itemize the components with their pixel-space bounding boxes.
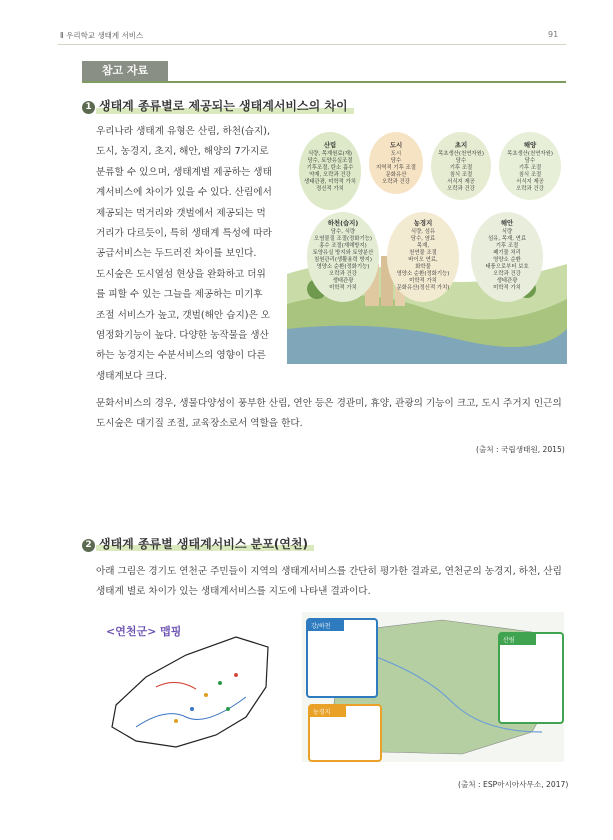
section1-body	[96, 122, 284, 387]
section2-source: (출처 : ESP아시아사무소, 2017)	[458, 780, 569, 789]
body-line: 도시숲은 도시열섬 현상을 완화하고 더위	[96, 268, 266, 280]
bubble-line: 폐기물 처리	[493, 250, 521, 256]
reference-rule	[82, 81, 566, 83]
bubble-title: 농경지	[413, 219, 433, 227]
bubble-title: 해양	[523, 141, 537, 149]
bubble-title: 하천(습지)	[327, 219, 359, 227]
bubble-line: 오락과 건강	[493, 271, 521, 277]
bubble-line: 서식지 제공	[516, 179, 544, 185]
bubble-line: 침원관리(생활용력 방지)	[314, 257, 372, 263]
bubble-line: 토양유실 방지와 토양분산	[312, 250, 374, 256]
body-line: 도시숲은 대기질 조절, 교육장소로서 역할을 한다.	[96, 418, 303, 430]
section1-source: (출처 : 국립생태원, 2015)	[476, 445, 565, 454]
bubble-line: 기후 조절	[495, 243, 519, 249]
hand-map-outline	[96, 617, 284, 757]
body-line: 염정화기능이 높다. 다양한 농작물을 생산	[96, 330, 269, 342]
bubble-line: 영양소 순환(정화기능)	[316, 264, 370, 270]
bubble-line: 오염물질 조절(정화기능)	[314, 236, 372, 242]
bubble-line: 담수	[455, 158, 467, 164]
bubble-line: 미학적 가치	[329, 285, 357, 291]
bubble-line: 목초생산(천연자원)	[507, 151, 553, 157]
bubble-ocean	[499, 132, 561, 200]
bubble-line: 오락과 건강	[382, 179, 410, 185]
farm-panel-label: 농경지	[310, 706, 346, 717]
bubble-line: 지역적 기후 조절	[376, 165, 416, 171]
bubble-line: 기후 조절	[449, 165, 473, 171]
bubble-line: 천연물 조절	[409, 250, 437, 256]
body-line: 계서비스에 차이가 있을 수 있다. 산림에서	[96, 187, 272, 199]
bubble-grassland	[431, 132, 491, 200]
bubble-line: 담수	[524, 158, 536, 164]
bubble-title: 도시	[389, 141, 403, 149]
farm-panel	[308, 704, 382, 762]
bubble-line: 화학물	[415, 264, 431, 270]
bubble-title: 초지	[454, 141, 468, 149]
bubble-line: 바이오 연료,	[408, 257, 438, 263]
map-title: <연천군> 맵핑	[106, 625, 182, 638]
header-rule	[58, 44, 566, 45]
bubble-line: 담수, 토양유실조절	[307, 158, 353, 164]
bubble-line: 생태관광, 미학적 가치	[303, 179, 356, 185]
bubble-line: 침식 조절	[518, 172, 542, 178]
bubble-line: 식량	[501, 229, 513, 235]
bubble-line: 생태관광	[496, 278, 518, 284]
bubble-line: 오락과 건강	[516, 186, 544, 192]
section2-number: 2	[82, 539, 95, 552]
body-line: 도시, 농경지, 초지, 해안, 해양의 7가지로	[96, 146, 269, 158]
bubble-line: 오락과 건강	[447, 186, 475, 192]
bubble-line: 정신적 가치	[316, 186, 344, 192]
bubble-wetland	[307, 212, 379, 302]
section1-number: 1	[82, 101, 95, 114]
yeoncheon-hand-map	[96, 617, 284, 757]
mountain-panel-label: 산림	[500, 634, 536, 645]
bubble-line: 목재,	[416, 243, 430, 249]
bubble-coast	[471, 212, 543, 302]
body-line: 를 피할 수 있는 그늘을 제공하는 미기후	[96, 289, 263, 301]
ecosystem-illustration	[287, 124, 567, 364]
bubble-line: 기후 조절	[518, 165, 542, 171]
section1-title: 생태계 종류별로 제공되는 생태계서비스의 차이	[99, 99, 348, 113]
bubble-line: 목초생산(천연자원)	[438, 151, 484, 157]
bubble-line: 섬유, 목재, 연료	[487, 236, 527, 242]
body-line: 거리가 다르듯이, 특히 생태계 특성에 따라	[96, 228, 272, 240]
mountain-panel	[498, 632, 564, 724]
body-line: 문화서비스의 경우, 생물다양성이 풍부한 산림, 연안 등은 경관미, 휴양, 관광의 기능이 크고, 도시 주거지 인근의	[96, 398, 562, 409]
body-line: 하는 농경지는 수분서비스의 영향이 다른	[96, 350, 266, 362]
reference-label: 참고 자료	[82, 61, 168, 81]
body-line: 제공되는 먹거리와 갯벌에서 제공되는 먹	[96, 207, 266, 219]
bubble-line: 영양소 순환	[493, 257, 521, 263]
bubble-line: 미학적 가치	[493, 285, 521, 291]
bubble-line: 침식 조절	[449, 172, 473, 178]
body-line: 분류할 수 있으며, 생태계별 제공하는 생태	[96, 166, 272, 178]
bubble-title: 산림	[323, 141, 337, 149]
body-line: 아래 그림은 경기도 연천군 주민들이 지역의 생태계서비스를 간단히 평가한 결과로, 연천군의 농경지, 하천, 산림	[96, 566, 562, 577]
page-header	[0, 0, 613, 52]
bubble-line: 약재, 오락과 건강	[309, 172, 351, 178]
bubble-title: 해안	[500, 219, 514, 227]
bubble-line: 오락과 건강	[329, 271, 357, 277]
bubble-line: 담수, 염료	[410, 236, 436, 242]
body-line: 조절 서비스가 높고, 갯벌(해안 습지)은 오	[96, 309, 271, 321]
page-number: 91	[548, 30, 559, 39]
bubble-line: 홍수 조절(재해방지)	[319, 243, 367, 249]
bubble-line: 도시	[390, 151, 402, 157]
body-line: 생태계 별로 차이가 있는 생태계서비스를 지도에 나타낸 결과이다.	[96, 586, 371, 598]
ecosystem-service-map	[302, 612, 564, 762]
section1-wide-body	[96, 394, 566, 435]
bubble-line: 생태관광	[332, 278, 354, 284]
running-title: Ⅱ 우리학교 생태계 서비스	[60, 31, 144, 40]
bubble-line: 미학적 가치	[409, 278, 437, 284]
section2-title: 생태계 종류별 생태계서비스 분포(연천)	[99, 537, 308, 551]
bubble-line: 문화유산(정신적 가치)	[396, 285, 450, 291]
river-panel	[306, 618, 378, 698]
bubble-line: 서식지 제공	[447, 179, 475, 185]
body-line: 우리나라 생태계 유형은 산림, 하천(습지),	[96, 126, 271, 137]
section2-heading	[82, 535, 308, 552]
body-line: 생태계보다 크다.	[96, 370, 167, 382]
bubble-line: 기후조절, 탄소 흡수	[306, 165, 354, 171]
section1-heading	[82, 97, 348, 114]
section2-body	[96, 562, 566, 603]
bubble-line: 담수, 식량	[330, 229, 356, 235]
bubble-line: 식량, 섬유	[410, 229, 436, 235]
bubble-line: 담수	[390, 158, 402, 164]
bubble-line: 식량, 목재원료(재)	[307, 151, 353, 157]
bubble-line: 영양소 순환(정화기능)	[396, 271, 450, 277]
bubble-line: 태풍으로부터 보호	[485, 264, 529, 270]
body-line: 공급서비스는 두드러진 차이를 보인다.	[96, 248, 257, 260]
river-panel-label: 강/하천	[308, 620, 344, 631]
bubble-farmland	[387, 212, 459, 302]
bubble-forest	[299, 132, 361, 210]
bubble-line: 문화유산	[385, 172, 407, 178]
bubble-city	[369, 132, 423, 194]
